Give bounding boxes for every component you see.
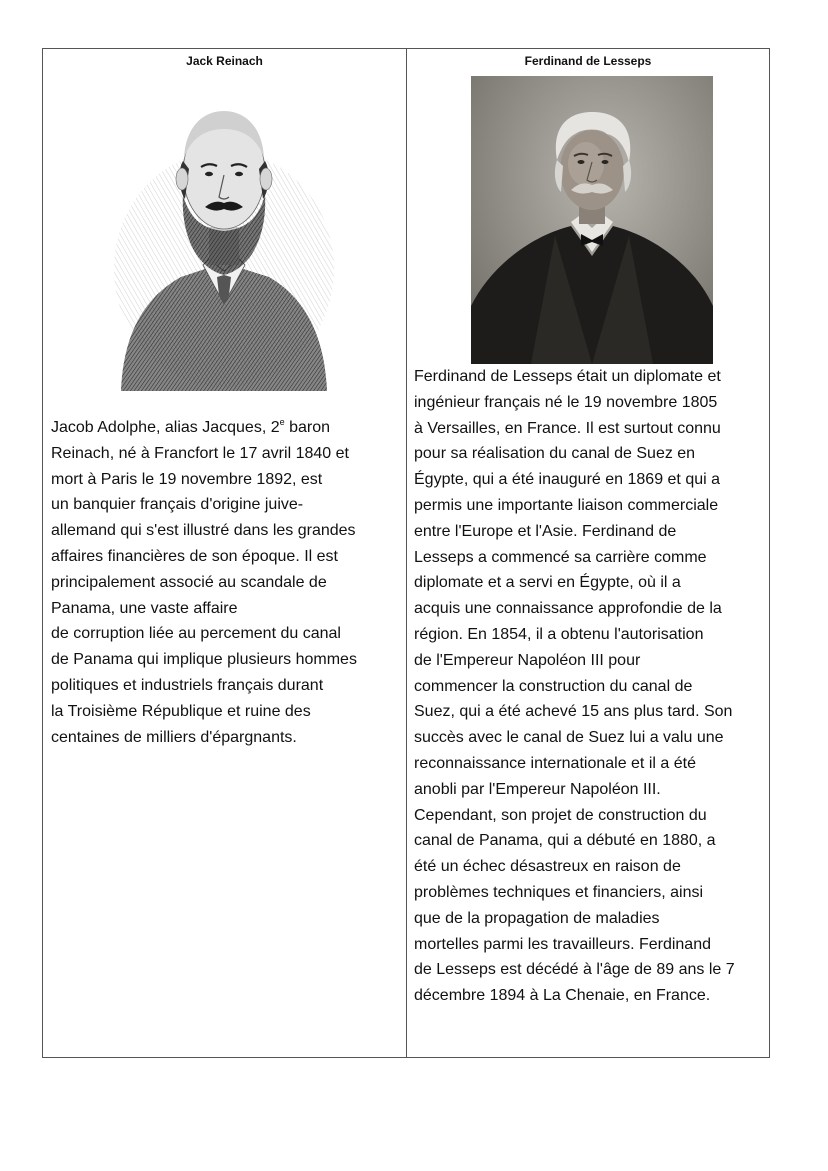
column-reinach bbox=[43, 49, 406, 1057]
reinach-bio-part2: baron Reinach, né à Francfort le 17 avril 1840 et mort à Paris le 19 novembre 1892, est un banquier français d'origine juive- allemand qui s'est illustré dans les grandes affaires financières de son époque. Il est principalement associé au scandale de Panama, une vaste affaire de corruption liée au percement du canal de Panama qui implique plusieurs hommes politiques et industriels français durant la Troisième République et ruine des centaines de milliers d'épargnants. bbox=[51, 419, 357, 746]
reinach-bio-superscript: e bbox=[279, 417, 285, 427]
reinach-biography bbox=[51, 415, 403, 750]
reinach-portrait bbox=[111, 99, 337, 391]
column-lesseps bbox=[407, 49, 769, 1057]
heading-lesseps: Ferdinand de Lesseps bbox=[524, 54, 652, 68]
heading-reinach: Jack Reinach bbox=[186, 54, 263, 68]
comparison-table bbox=[42, 48, 770, 1058]
lesseps-biography: Ferdinand de Lesseps était un diplomate et ingénieur français né le 19 novembre 1805 à Versailles, en France. Il est surtout connu pour sa réalisation du canal de Suez en Égypte, qui a été inauguré en 1869 et qui a permis une importante liaison commerciale entre l'Europe et l'Asie. Ferdinand de Lesseps a commencé sa carrière comme diplomate et a servi en Égypte, où il a acquis une connaissance approfondie de la région. En 1854, il a obtenu l'autorisation de l'Empereur Napoléon III pour commencer la construction du canal de Suez, qui a été achevé 15 ans plus tard. Son succès avec le canal de Suez lui a valu une reconnaissance internationale et il a été anobli par l'Empereur Napoléon III. Cependant, son projet de construction du canal de Panama, qui a débuté en 1880, a été un échec désastreux en raison de problèmes techniques et financiers, ainsi que de la propagation de maladies mortelles parmi les travailleurs. Ferdinand de Lesseps est décédé à l'âge de 89 ans le 7 décembre 1894 à La Chenaie, en France. bbox=[414, 368, 735, 1005]
lesseps-portrait bbox=[471, 76, 713, 364]
reinach-bio-part1: Jacob Adolphe, alias Jacques, 2 bbox=[51, 419, 280, 436]
